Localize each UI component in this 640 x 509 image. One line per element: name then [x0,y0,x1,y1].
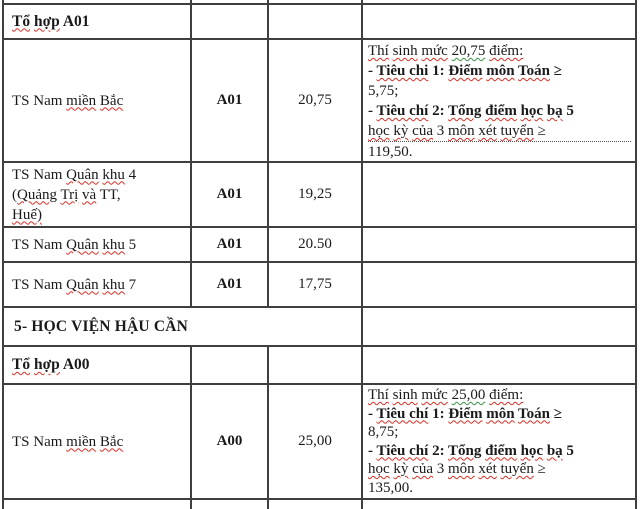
cell-score: 20,75 [269,40,363,161]
cell-empty [192,5,269,38]
cell-criteria-note: Thí sinh mức 20,75 điểm: - Tiêu chi 1: Điểm môn Toán ≥ 5,75; - Tiêu chí 2: Tổng điểm học bạ 5 học kỳ của 3 môn xét tuyển ≥ 119,50. [363,40,637,161]
cell-group-label: Tổ hợp A01 [2,5,192,38]
cell-empty [192,0,269,3]
cell-section-title: 5- HỌC VIỆN HẬU CẦN [2,308,363,345]
cell-combination-code: A00 [192,385,269,498]
cell-empty [363,500,637,509]
table-row-quan-khu-5 [2,228,637,263]
cell-score: 20.50 [269,228,363,261]
cell-empty [269,5,363,38]
table-row-partial-bottom [2,500,637,509]
table-row-quan-khu-7 [2,263,637,308]
cell-score: 17,75 [269,263,363,306]
cell-empty [363,263,637,306]
cell-candidate-name: TS Nam miền Bắc [2,385,192,498]
cell-empty [192,500,269,509]
cell-criteria-note: Thí sinh mức 25,00 điểm: - Tiêu chí 1: Điểm môn Toán ≥ 8,75; - Tiêu chí 2: Tổng điểm học bạ 5 học kỳ của 3 môn xét tuyển ≥ 135,00. [363,385,637,498]
table-row-nam-mien-bac-a00 [2,385,637,500]
cell-empty [269,500,363,509]
cell-empty [363,308,637,345]
cell-combination-code: A01 [192,263,269,306]
cell-empty [363,163,637,226]
cell-combination-code: A01 [192,228,269,261]
cell-empty [363,228,637,261]
cell-empty [363,347,637,383]
cell-score: 19,25 [269,163,363,226]
cell-candidate-name: TS Nam Quân khu 4 (Quảng Trị và TT, Huế) [2,163,192,226]
table-row-group-a01 [2,5,637,40]
cell-candidate-name: TS Nam miền Bắc [2,40,192,161]
cell-empty [363,5,637,38]
cell-empty [2,0,192,3]
cell-candidate-name: TS Nam Quân khu 7 [2,263,192,306]
cell-empty [2,500,192,509]
cell-combination-code: A01 [192,163,269,226]
cell-empty [192,347,269,383]
table-row-section-hoc-vien-hau-can [2,308,637,347]
cell-empty [269,347,363,383]
cell-candidate-name: TS Nam Quân khu 5 [2,228,192,261]
table-row-group-a00 [2,347,637,385]
cell-empty [363,0,637,3]
cell-group-label: Tổ hợp A00 [2,347,192,383]
admission-score-table [2,0,637,509]
cell-combination-code: A01 [192,40,269,161]
cell-score: 25,00 [269,385,363,498]
table-row-nam-mien-bac-a01 [2,40,637,163]
table-row-quan-khu-4 [2,163,637,228]
cell-empty [269,0,363,3]
